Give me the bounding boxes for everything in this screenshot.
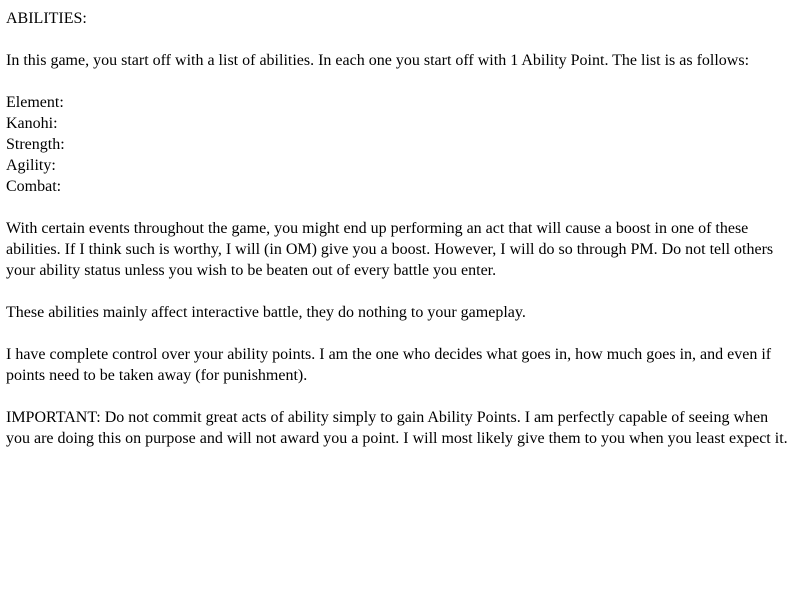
battle-paragraph: These abilities mainly affect interactive battle, they do nothing to your gameplay. xyxy=(6,304,526,321)
ability-item-element: Element: xyxy=(6,94,64,111)
ability-list xyxy=(6,92,792,197)
ability-item-agility: Agility: xyxy=(6,157,56,174)
document-body xyxy=(6,8,792,470)
ability-item-combat: Combat: xyxy=(6,178,62,195)
boost-paragraph: With certain events throughout the game, you might end up performing an act that will cause a boost in one of these abilities. If I think such is worthy, I will (in OM) give you a boost. However, I will do so through PM. Do not tell others your ability status unless you wish to be beaten out of every battle you enter. xyxy=(6,220,774,279)
intro-paragraph: In this game, you start off with a list of abilities. In each one you start off with 1 Ability Point. The list is as follows: xyxy=(6,52,750,69)
section-heading: ABILITIES: xyxy=(6,10,87,27)
ability-item-strength: Strength: xyxy=(6,136,65,153)
ability-item-kanohi: Kanohi: xyxy=(6,115,58,132)
important-paragraph: IMPORTANT: Do not commit great acts of ability simply to gain Ability Points. I am perfectly capable of seeing when you are doing this on purpose and will not award you a point. I will most likely give them to you when you least expect it. xyxy=(6,409,788,447)
control-paragraph: I have complete control over your ability points. I am the one who decides what goes in, how much goes in, and even if points need to be taken away (for punishment). xyxy=(6,346,772,384)
